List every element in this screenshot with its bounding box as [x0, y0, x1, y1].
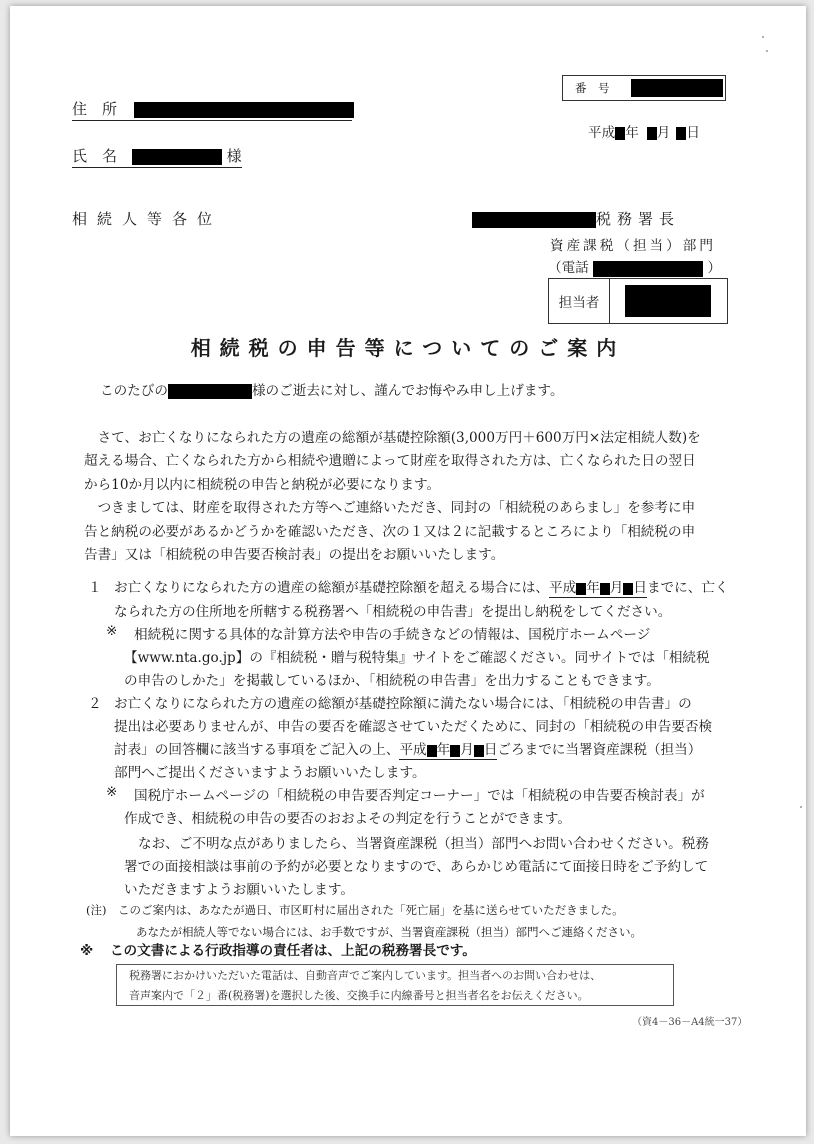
item2-note-mark: ※ [106, 784, 118, 800]
item1-line1-text: お亡くなりになられた方の遺産の総額が基礎控除額を超える場合には、 [114, 580, 549, 596]
date-redaction-day [676, 127, 686, 140]
remark-line: このご案内は、あなたが過日、市区町村に届出された「死亡届」を基に送らせていただきました。 [118, 903, 624, 917]
date-year-label: 年 [625, 125, 639, 141]
document-page [10, 6, 806, 1136]
item2-date-month: 月 [460, 742, 474, 758]
phone-close: ） [707, 260, 722, 276]
item2-date-redaction [474, 745, 484, 757]
item2-note-line: 作成でき、相続税の申告の要否のおおよその判定を行うことができます。 [124, 811, 571, 827]
phone-open: （電話 [548, 260, 589, 276]
document-title: 相続税の申告等についてのご案内 [190, 336, 626, 360]
item2-number: ２ [88, 696, 102, 712]
inquiry-line: なお、ご不明な点がありましたら、当署資産課税（担当）部門へお問い合わせください。税務 [138, 836, 709, 852]
date-redaction-year [615, 127, 625, 140]
number-redaction [631, 79, 723, 97]
responsibility-text: この文書による行政指導の責任者は、上記の税務署長です。 [109, 943, 476, 959]
item2-date-year: 年 [436, 742, 451, 758]
item1-date-day: 日 [633, 580, 647, 596]
address-label: 住 所 [72, 100, 118, 118]
item1-line2: なられた方の住所地を所轄する税務署へ「相続税の申告書」を提出し納税をしてください。 [114, 604, 672, 620]
office-suffix: 税務署長 [596, 210, 681, 228]
responsibility-mark: ※ [80, 943, 94, 959]
intro-p1-line: から10か月以内に相続税の申告と納税が必要になります。 [84, 476, 441, 493]
office-redaction [472, 212, 596, 228]
item1-line1-post: までに、亡く [646, 580, 729, 596]
item2-date-day: 日 [483, 742, 498, 758]
date-redaction-month [647, 127, 657, 140]
office-line [472, 208, 680, 229]
condolence-prefix: このたびの [100, 383, 168, 399]
phone-notice-line: 税務署におかけいただいた電話は、自動音声でご案内しています。担当者へのお問い合わせは、 [129, 969, 602, 982]
item1-date-year: 年 [586, 580, 600, 596]
item1-date-month: 月 [609, 580, 624, 596]
item2-date-era: 平成 [399, 742, 427, 758]
phone-notice-box [116, 964, 674, 1006]
intro-p2-line: つきましては、財産を取得された方等へご連絡いただき、同封の「相続税のあらまし」を参考に申 [84, 500, 696, 517]
item2-line3-post: ごろまでに当署資産課税（担当） [497, 742, 702, 758]
staff-redaction [625, 285, 711, 317]
item1-note-line: 相続税に関する具体的な計算方法や申告の手続きなどの情報は、国税庁ホームページ [134, 627, 651, 643]
date-month-label: 月 [656, 125, 671, 141]
name-redaction [132, 149, 222, 165]
inquiry-line: いただきますようお願いいたします。 [124, 882, 355, 898]
staff-label: 担当者 [549, 279, 610, 323]
condolence-suffix: 様のご逝去に対し、謹んでお悔やみ申し上げます。 [251, 383, 564, 399]
item2-line3-text: 討表」の回答欄に該当する事項をご記入の上、 [114, 742, 400, 758]
name-suffix: 様 [226, 147, 242, 165]
responsibility-line [80, 939, 476, 959]
item1-date-era: 平成 [549, 580, 577, 596]
scan-speck [762, 36, 764, 38]
item1-line1 [114, 576, 729, 596]
name-label: 氏 名 [72, 147, 118, 165]
item2-line4: 部門へご提出くださいますようお願いいたします。 [114, 765, 426, 781]
intro-p1-line: さて、お亡くなりになられた方の遺産の総額が基礎控除額(3,000万円＋600万円×法定相続人数)を [84, 430, 701, 446]
scan-speck [766, 50, 768, 52]
department: 資産課税（担当）部門 [550, 238, 716, 254]
address-redaction [134, 102, 354, 118]
item1-date-redaction [600, 583, 610, 595]
remark-label: (注) [86, 903, 107, 917]
condolence-line [100, 379, 564, 399]
intro-p1-line: 超える場合、亡くなられた方から相続や遺贈によって財産を取得された方は、亡くなられた日の翌日 [84, 453, 696, 470]
item2-line1: お亡くなりになられた方の遺産の総額が基礎控除額に満たない場合には、「相続税の申告書」の [114, 696, 692, 712]
item2-deadline [399, 742, 497, 760]
item2-note-line: 国税庁ホームページの「相続税の申告要否判定コーナー」では「相続税の申告要否検討表」が [134, 788, 705, 804]
item1-date-redaction [623, 583, 633, 595]
item1-note-mark: ※ [106, 623, 118, 639]
intro-paragraph-1 [84, 427, 724, 567]
item1-deadline [549, 580, 647, 598]
intro-p2-line: 告と納税の必要があるかどうかを確認いただき、次の１又は２に記載するところにより「相続税の申 [84, 523, 696, 540]
phone-notice-line: 音声案内で「２」番(税務署)を選択した後、交換手に内線番号と担当者名をお伝えください。 [129, 989, 589, 1002]
number-label: 番 号 [575, 81, 610, 95]
intro-p2-line: 告書」又は「相続税の申告要否検討表」の提出をお願いいたします。 [84, 547, 505, 564]
date-era: 平成 [588, 125, 616, 141]
staff-box [548, 278, 728, 324]
item1-note-line: 【www.nta.go.jp】の『相続税・贈与税特集』サイトをご確認ください。同サイトでは「相続税 [124, 650, 710, 666]
item2-line3 [114, 738, 701, 758]
phone-redaction [593, 261, 703, 277]
item2-date-redaction [450, 745, 460, 757]
item1-note-line: の申告のしかた」を掲載しているほか、「相続税の申告書」を出力することもできます。 [124, 673, 660, 689]
issue-date [588, 121, 700, 141]
remark-line: あなたが相続人等でない場合には、お手数ですが、当署資産課税（担当）部門へご連絡ください。 [136, 925, 642, 939]
name-line [72, 145, 242, 168]
item1-date-redaction [576, 583, 586, 595]
phone-line [548, 256, 721, 277]
item2-line2: 提出は必要ありませんが、申告の要否を確認させていただくために、同封の「相続税の申告要否検 [114, 719, 713, 735]
deceased-name-redaction [168, 384, 252, 399]
document-number-box [562, 75, 726, 101]
item2-date-redaction [427, 745, 437, 757]
scan-speck [800, 806, 802, 808]
date-day-label: 日 [686, 125, 700, 141]
recipient: 相続人等各位 [72, 210, 223, 228]
item1-number: １ [88, 580, 102, 596]
address-line [72, 98, 352, 121]
form-code: （資4－36－A4統一37） [632, 1017, 748, 1028]
inquiry-line: 署での面接相談は事前の予約が必要となりますので、あらかじめ電話にて面接日時をご予約して [124, 859, 709, 875]
